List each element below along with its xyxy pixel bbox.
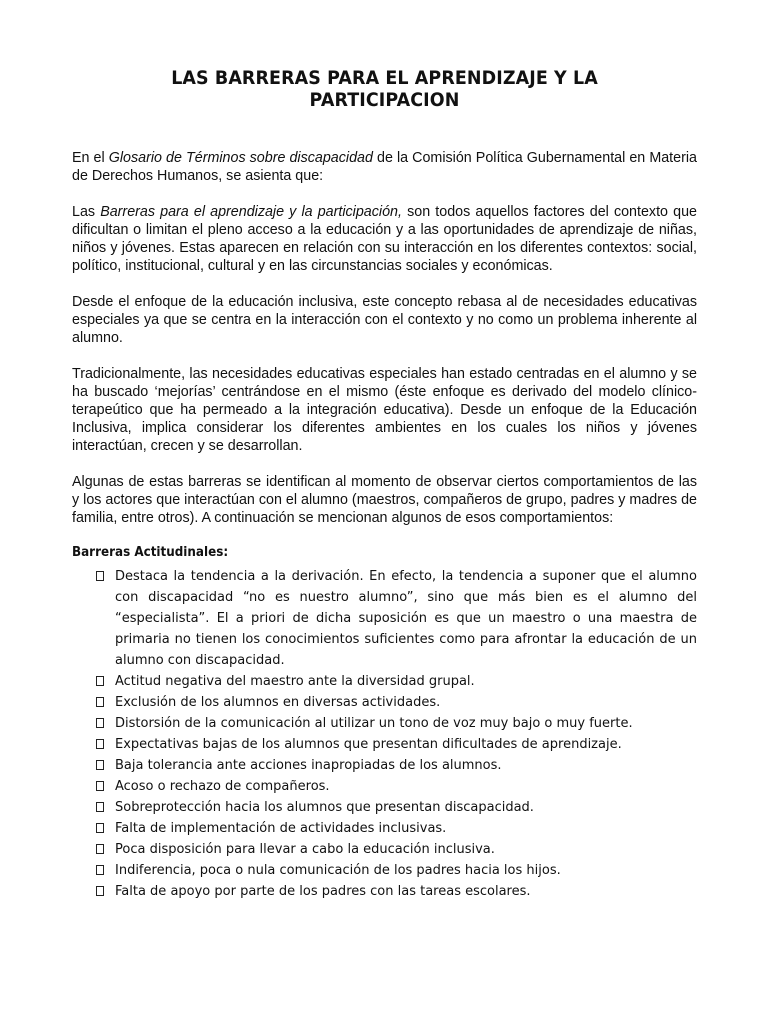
list-item-text: Sobreprotección hacia los alumnos que presentan discapacidad. (115, 800, 534, 815)
list-item-text: Actitud negativa del maestro ante la diversidad grupal. (115, 674, 475, 689)
square-bullet-icon (96, 676, 104, 686)
paragraph-4: Tradicionalmente, las necesidades educativas especiales han estado centradas en el alumno y se ha buscado ‘mejorías’ centrándose en el mismo (éste enfoque es derivado del modelo clínico-terapeútico que ha permeado a la integración educativa). Desde un enfoque de la Educación Inclusiva, implica considerar los diferentes ambientes en los cuales los niños y jóvenes interactúan, crecen y se desarrollan. (72, 366, 697, 454)
list-item-text: Exclusión de los alumnos en diversas actividades. (115, 695, 441, 710)
barrier-list (72, 566, 697, 902)
list-item-text: Acoso o rechazo de compañeros. (115, 779, 330, 794)
list-item (72, 818, 697, 839)
paragraph-2-text-a: Las (72, 204, 101, 220)
square-bullet-icon (96, 718, 104, 728)
list-item-text: Baja tolerancia ante acciones inapropiadas de los alumnos. (115, 758, 502, 773)
list-item (72, 839, 697, 860)
square-bullet-icon (96, 781, 104, 791)
list-item (72, 734, 697, 755)
square-bullet-icon (96, 739, 104, 749)
list-item-text: Falta de apoyo por parte de los padres con las tareas escolares. (115, 884, 531, 899)
list-item-text: Indiferencia, poca o nula comunicación de los padres hacia los hijos. (115, 863, 561, 878)
paragraph-2 (72, 203, 697, 275)
list-item-text: Expectativas bajas de los alumnos que presentan dificultades de aprendizaje. (115, 737, 622, 752)
square-bullet-icon (96, 823, 104, 833)
list-item (72, 797, 697, 818)
list-item (72, 755, 697, 776)
page-title: LAS BARRERAS PARA EL APRENDIZAJE Y LA PARTICIPACION (171, 67, 598, 111)
list-item (72, 692, 697, 713)
list-item (72, 566, 697, 671)
list-item-text: Destaca la tendencia a la derivación. En efecto, la tendencia a suponer que el alumno con discapacidad “no es nuestro alumno”, sino que más bien es el alumno del “especialista”. El a priori de dicha suposición es que un maestro o una maestra de primaria no tienen los conocimientos suficientes como para afrontar la educación de un alumno con discapacidad. (115, 569, 697, 668)
paragraph-1 (72, 149, 697, 185)
square-bullet-icon (96, 844, 104, 854)
paragraph-5: Algunas de estas barreras se identifican al momento de observar ciertos comportamientos de las y los actores que interactúan con el alumno (maestros, compañeros de grupo, padres y madres de familia, entre otros). A continuación se mencionan algunos de esos comportamientos: (72, 474, 697, 526)
paragraph-1-text-a: En el (72, 150, 109, 166)
list-item (72, 860, 697, 881)
paragraph-1-emphasis: Glosario de Términos sobre discapacidad (108, 150, 373, 166)
square-bullet-icon (96, 802, 104, 812)
square-bullet-icon (96, 886, 104, 896)
paragraph-2-text-b: son todos aquellos factores del contexto que dificultan o limitan el pleno acceso a la educación y a las oportunidades de aprendizaje de niñas, niños y jóvenes. Estas aparecen en relación con su interacción en los diferentes contextos: social, político, institucional, cultural y en las circunstancias sociales y económicas. (72, 204, 697, 274)
list-item-text: Distorsión de la comunicación al utilizar un tono de voz muy bajo o muy fuerte. (115, 716, 633, 731)
paragraph-2-emphasis: Barreras para el aprendizaje y la participación, (100, 204, 402, 220)
list-item (72, 713, 697, 734)
list-item (72, 671, 697, 692)
list-item-text: Falta de implementación de actividades inclusivas. (115, 821, 447, 836)
square-bullet-icon (96, 571, 104, 581)
square-bullet-icon (96, 697, 104, 707)
square-bullet-icon (96, 760, 104, 770)
section-heading: Barreras Actitudinales: (72, 545, 229, 560)
list-item (72, 776, 697, 797)
list-item (72, 881, 697, 902)
paragraph-1-text-b: de la Comisión Política Gubernamental en Materia de Derechos Humanos, se asienta que: (72, 150, 697, 184)
paragraph-3: Desde el enfoque de la educación inclusiva, este concepto rebasa al de necesidades educativas especiales ya que se centra en la interacción con el contexto y no como un problema inherente al alumno. (72, 294, 697, 346)
square-bullet-icon (96, 865, 104, 875)
list-item-text: Poca disposición para llevar a cabo la educación inclusiva. (115, 842, 495, 857)
